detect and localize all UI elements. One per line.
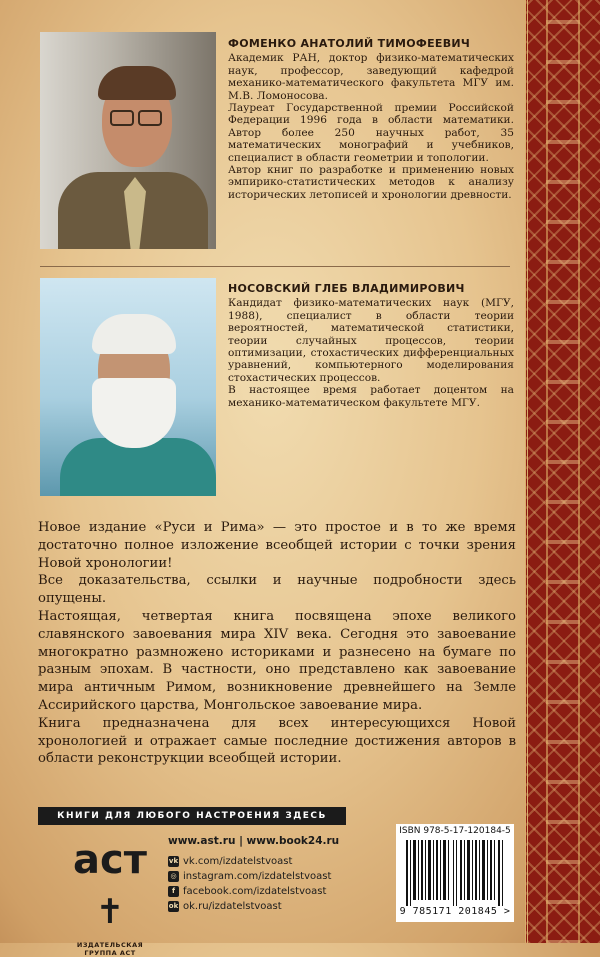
barcode-icon (406, 840, 506, 906)
publisher-logo (60, 835, 160, 957)
odnoklassniki-icon: ok (168, 902, 179, 910)
social-link-text: instagram.com/izdatelstvoast (183, 871, 332, 882)
ast-logo-text: аст (73, 837, 147, 883)
white-hair (92, 314, 176, 354)
author-name: НОСОВСКИЙ ГЛЕБ ВЛАДИМИРОВИЧ (228, 282, 465, 295)
social-link-vk[interactable] (168, 854, 388, 869)
promo-banner: КНИГИ ДЛЯ ЛЮБОГО НАСТРОЕНИЯ ЗДЕСЬ (38, 807, 346, 825)
publisher-links (168, 835, 388, 914)
vk-icon: vk (168, 857, 179, 865)
bio-paragraph: Лауреат Государственной премии Российской Федерации 1996 года в области математики. Автор более 250 научных работ, 35 математических монографий и учебников, специалист в области геометрии и топологии. (228, 102, 514, 164)
facebook-icon: f (168, 886, 179, 897)
bio-paragraph: Автор книг по разработке и применению новых эмпирико-статистических методов к анализу исторических летописей и хронологии древности. (228, 164, 514, 201)
annotation-paragraph: Книга предназначена для всех интересующихся Новой хронологией и отражает самые последние достижения авторов в области реконструкции всеобщей истории. (38, 715, 516, 767)
annotation-paragraph: Настоящая, четвертая книга посвящена эпохе великого славянского завоевания мира XIV века. Сегодня это завоевание многократно размножено историками и разнесено на бумаге по разным эпохам. В частности, оно представлено как завоевание мира античным Римом, возникновение древнейшего на Земле Ассирийского царства, Монгольское завоевание мира. (38, 608, 516, 713)
annotation-paragraph: Новое издание «Руси и Рима» — это простое и в то же время достаточно полное изложение всеобщей истории с точки зрения Новой хронологии! (38, 520, 516, 571)
ornamental-border (525, 0, 600, 943)
barcode-block (396, 824, 514, 922)
publisher-caption: ИЗДАТЕЛЬСКАЯ ГРУППА АСТ (76, 941, 144, 957)
author-photo-fomenko (40, 32, 216, 249)
bio-paragraph: В настоящее время работает доцентом на механико-математическом факультете МГУ. (228, 384, 514, 409)
bio-paragraph: Кандидат физико-математических наук (МГУ, 1988), специалист в области теории вероятностей, математической статистики, теории случайных процессов, теории оптимизации, стохастических дифференциальных уравнений, компьютерного моделирования стохастических процессов. (228, 297, 514, 384)
author-name: ФОМЕНКО АНАТОЛИЙ ТИМОФЕЕВИЧ (228, 37, 471, 50)
annotation-paragraph: Все доказательства, ссылки и научные подробности здесь опущены. (38, 573, 516, 607)
website-links[interactable]: www.ast.ru | www.book24.ru (168, 835, 340, 847)
social-link-instagram[interactable] (168, 869, 388, 884)
barcode-number: 9 785171 201845 > (399, 906, 511, 917)
social-link-text: vk.com/izdatelstvoast (183, 856, 293, 867)
social-link-odnoklassniki[interactable] (168, 899, 388, 914)
bio-paragraph: Академик РАН, доктор физико-математических наук, профессор, заведующий кафедрой механико-математического факультета МГУ им. М.В. Ломоносова. (228, 52, 514, 102)
author-photo-nosovsky (40, 278, 216, 496)
instagram-icon: ◎ (168, 871, 179, 882)
isbn-number: ISBN 978-5-17-120184-5 (399, 826, 511, 836)
author-bio-fomenko (228, 38, 514, 201)
book-annotation (38, 519, 516, 768)
section-divider (40, 266, 510, 267)
social-link-text: ok.ru/izdatelstvoast (183, 901, 282, 912)
glasses-right-lens (138, 110, 162, 126)
author-bio-nosovsky (228, 283, 514, 409)
social-link-text: facebook.com/izdatelstvoast (183, 886, 327, 897)
cross-icon: ✝ (95, 892, 125, 932)
social-link-facebook[interactable] (168, 884, 388, 899)
hair (98, 66, 176, 100)
ast-logo-mark (60, 835, 160, 937)
glasses-left-lens (110, 110, 134, 126)
